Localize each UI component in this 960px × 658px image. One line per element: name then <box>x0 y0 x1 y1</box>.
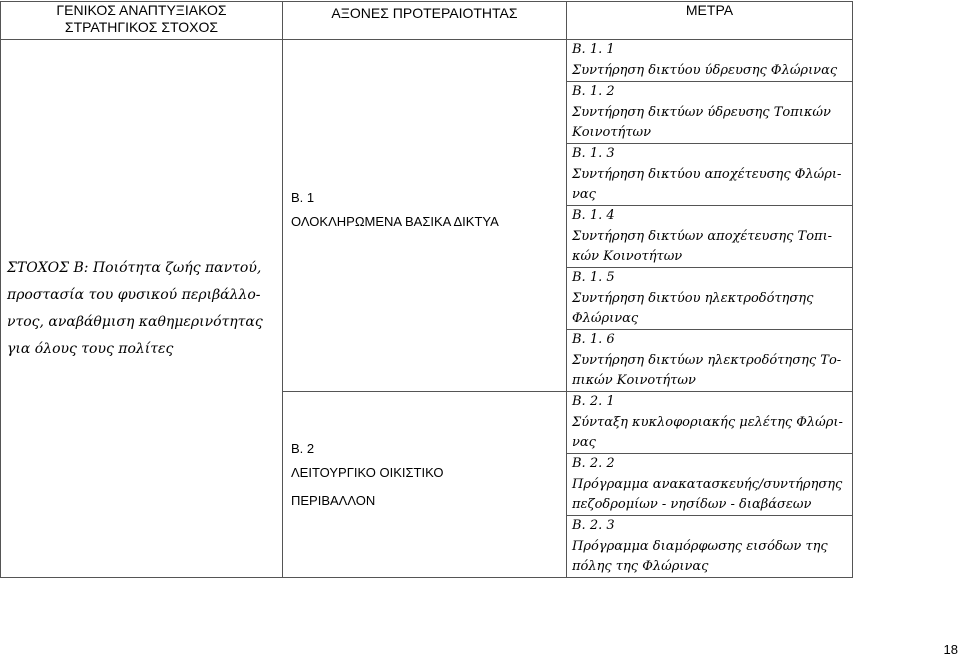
measure-text: νας <box>572 187 596 202</box>
goal-cell <box>1 40 283 578</box>
measure-code: Β. 2. 2 <box>572 456 615 471</box>
measure-b15 <box>567 268 852 329</box>
measure-text: πεζοδρομίων - νησίδων - διαβάσεων <box>572 497 812 512</box>
axis-b2 <box>291 439 443 515</box>
measure-cell <box>567 516 853 578</box>
measure-text: Φλώρινας <box>572 311 639 326</box>
measure-code: Β. 1. 3 <box>572 146 615 161</box>
axis-code: Β. 2 <box>291 441 315 456</box>
axis-title: ΠΕΡΙΒΑΛΛΟΝ <box>291 493 376 508</box>
measure-b22 <box>567 454 852 515</box>
axes-header: ΑΞΟΝΕΣ ΠΡΟΤΕΡΑΙΟΤΗΤΑΣ <box>283 2 567 40</box>
measure-b13 <box>567 144 852 205</box>
measure-cell <box>567 82 853 144</box>
axis-cell-b1 <box>283 40 567 392</box>
measure-text: πικών Κοινοτήτων <box>572 373 696 388</box>
measure-cell <box>567 330 853 392</box>
measure-code: Β. 2. 1 <box>572 394 615 409</box>
measure-row <box>1 40 853 82</box>
measure-b14 <box>567 206 852 267</box>
measure-b21 <box>567 392 852 453</box>
measure-text: Πρόγραμμα διαμόρφωσης εισόδων της <box>572 538 828 554</box>
goal-line: ντος, αναβάθμιση καθημερινότητας <box>7 313 263 330</box>
measure-text: Συντήρηση δικτύου ηλεκτροδότησης <box>572 290 814 306</box>
axis-code: Β. 1 <box>291 190 315 205</box>
measure-code: Β. 1. 2 <box>572 84 615 99</box>
header-row <box>1 2 853 40</box>
goal-text <box>1 255 282 363</box>
measure-b11 <box>567 40 852 81</box>
measure-text: πόλης της Φλώρινας <box>572 559 709 574</box>
measure-cell <box>567 392 853 454</box>
measure-text: κών Κοινοτήτων <box>572 249 683 264</box>
goal-line: ΣΤΟΧΟΣ Β: Ποιότητα ζωής παντού, <box>7 259 262 276</box>
measure-code: Β. 1. 1 <box>572 42 615 57</box>
measures-header: ΜΕΤΡΑ <box>567 2 853 40</box>
strategy-table <box>0 1 853 578</box>
goal-line: για όλους τους πολίτες <box>7 340 174 357</box>
measure-text: Κοινοτήτων <box>572 125 652 140</box>
measure-cell <box>567 454 853 516</box>
measure-cell <box>567 144 853 206</box>
measure-code: Β. 1. 5 <box>572 270 615 285</box>
measure-code: Β. 1. 6 <box>572 332 615 347</box>
axis-cell-b2 <box>283 392 567 578</box>
measure-cell <box>567 268 853 330</box>
goal-header <box>1 2 283 40</box>
measure-cell <box>567 40 853 82</box>
measure-text: Πρόγραμμα ανακατασκευής/συντήρησης <box>572 476 843 492</box>
measure-text: Συντήρηση δικτύου ύδρευσης Φλώρινας <box>572 62 838 78</box>
measure-b16 <box>567 330 852 391</box>
measure-text: Συντήρηση δικτύων αποχέτευσης Τοπι- <box>572 228 833 244</box>
goal-line: προστασία του φυσικού περιβάλλο- <box>7 286 261 303</box>
measure-cell <box>567 206 853 268</box>
measure-b23 <box>567 516 852 577</box>
measure-text: Σύνταξη κυκλοφοριακής μελέτης Φλώρι- <box>572 414 843 430</box>
measure-text: Συντήρηση δικτύων ηλεκτροδότησης Το- <box>572 352 842 368</box>
page-number: 18 <box>943 642 958 657</box>
axis-title: ΟΛΟΚΛΗΡΩΜΕΝΑ ΒΑΣΙΚΑ ΔΙΚΤΥΑ <box>291 214 499 229</box>
goal-header-line2: ΣΤΡΑΤΗΓΙΚΟΣ ΣΤΟΧΟΣ <box>64 19 219 35</box>
measure-text: νας <box>572 435 596 450</box>
measure-code: Β. 1. 4 <box>572 208 615 223</box>
measure-b12 <box>567 82 852 143</box>
measure-text: Συντήρηση δικτύου αποχέτευσης Φλώρι- <box>572 166 842 182</box>
measure-code: Β. 2. 3 <box>572 518 615 533</box>
goal-header-line1: ΓΕΝΙΚΟΣ ΑΝΑΠΤΥΞΙΑΚΟΣ <box>56 2 227 18</box>
measure-text: Συντήρηση δικτύων ύδρευσης Τοπικών <box>572 104 831 120</box>
axis-title: ΛΕΙΤΟΥΡΓΙΚΟ ΟΙΚΙΣΤΙΚΟ <box>291 465 444 480</box>
axis-b1 <box>291 188 499 236</box>
